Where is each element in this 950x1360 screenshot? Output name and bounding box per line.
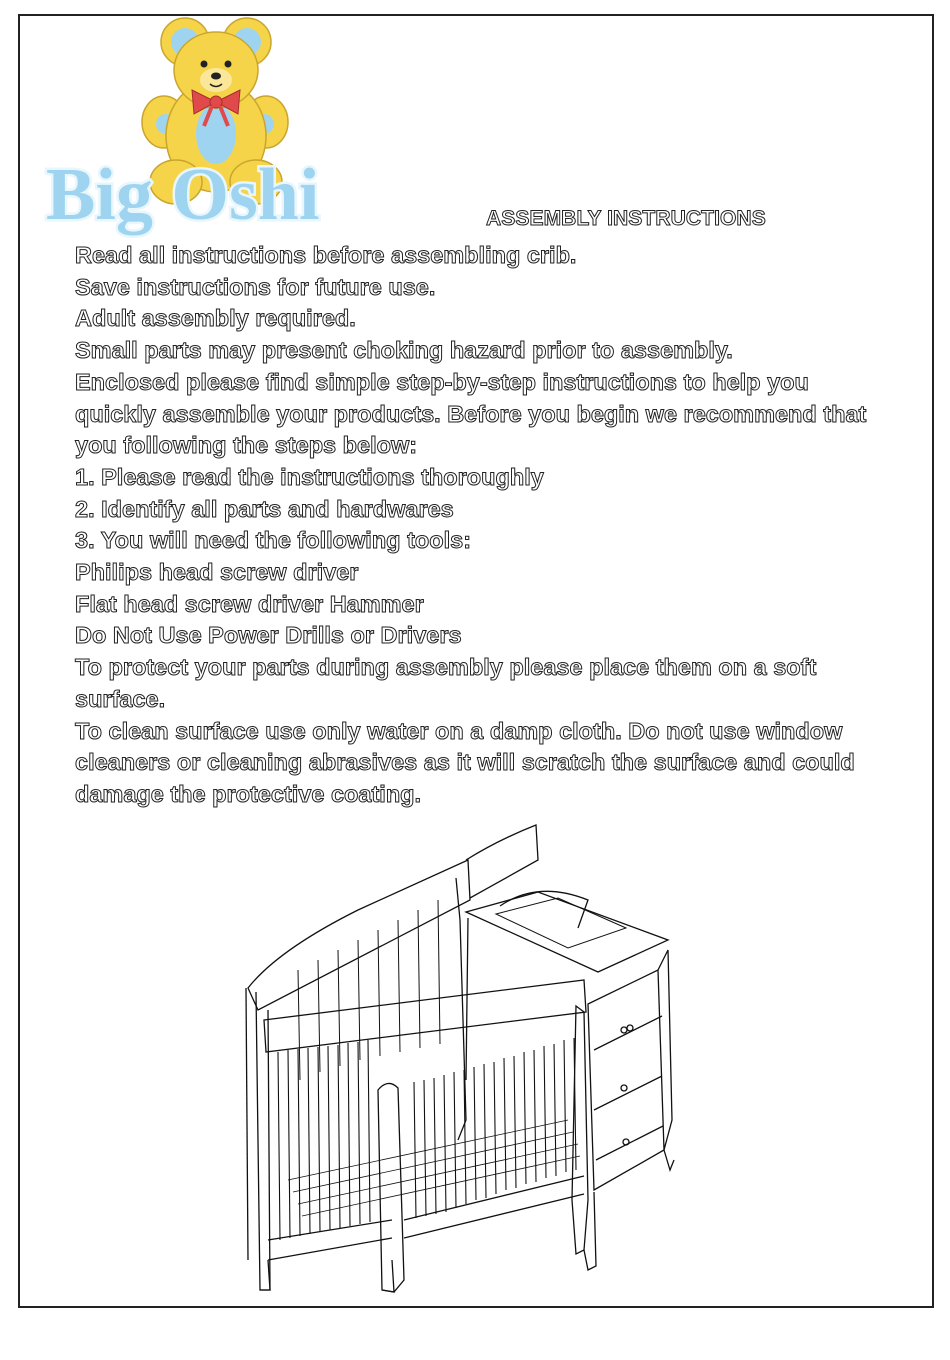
- instruction-line: To protect your parts during assembly please place them on a soft surface.: [75, 654, 817, 712]
- step-line: 2. Identify all parts and hardwares: [75, 495, 454, 522]
- brand-text: Big Oshi: [46, 154, 320, 236]
- step-line: 1. Please read the instructions thoroughly: [75, 463, 544, 490]
- instruction-line: To clean surface use only water on a damp cloth. Do not use window cleaners or cleaning abrasives as it will scratch the surface and could damage the protective coating.: [75, 717, 855, 807]
- tool-line: Flat head screw driver Hammer: [75, 590, 424, 617]
- instruction-line: Enclosed please find simple step-by-step instructions to help you quickly assemble your products. Before you begin we recommend that you following the steps below:: [75, 368, 867, 459]
- instruction-line: Adult assembly required.: [75, 305, 356, 332]
- front-spindles: [278, 1038, 576, 1240]
- tool-line: Philips head screw driver: [75, 559, 359, 586]
- instruction-line: Small parts may present choking hazard prior to assembly.: [75, 337, 733, 364]
- page-title: ASSEMBLY INSTRUCTIONS: [486, 207, 766, 230]
- warning-line: Do Not Use Power Drills or Drivers: [75, 622, 462, 649]
- instruction-line: Save instructions for future use.: [75, 273, 436, 300]
- big-oshi-logo: [42, 14, 372, 242]
- instruction-line: Read all instructions before assembling crib.: [75, 242, 577, 268]
- front-rail: [264, 980, 586, 1052]
- step-line: 3. You will need the following tools:: [75, 527, 472, 554]
- instructions-text: [75, 240, 875, 811]
- crib-illustration: [238, 820, 678, 1310]
- changing-table: [466, 892, 668, 972]
